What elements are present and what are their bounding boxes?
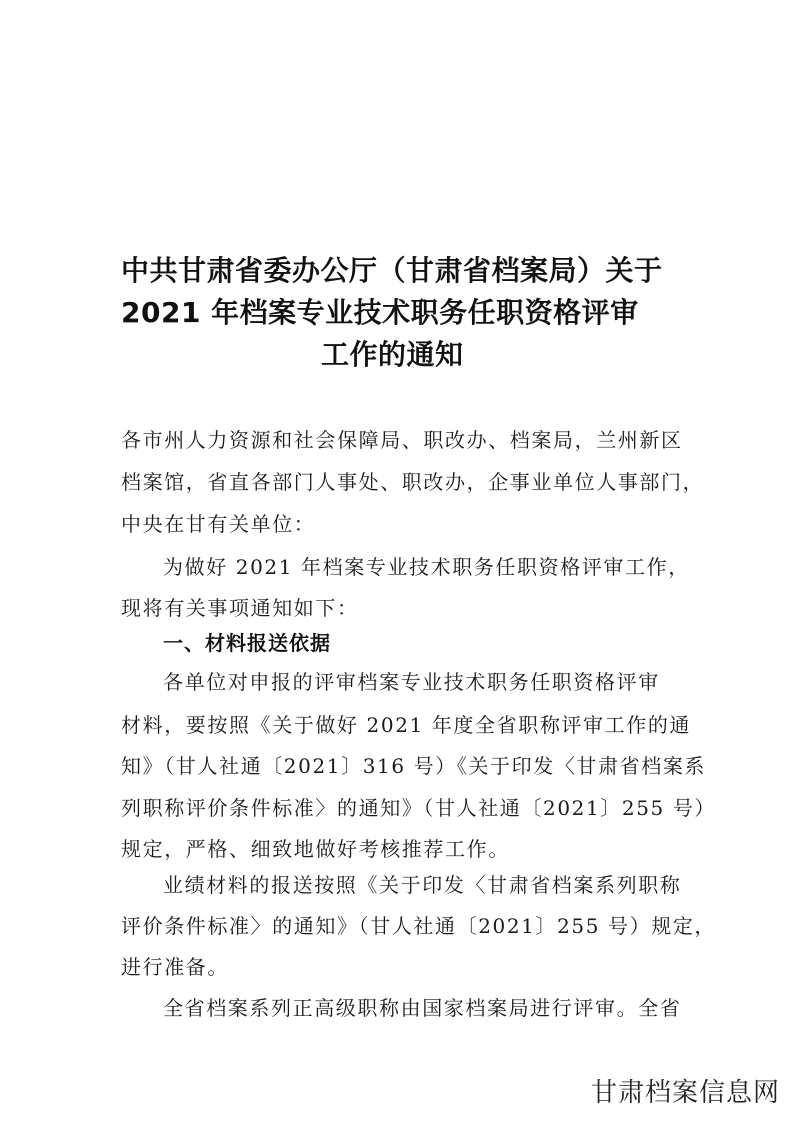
title-line-1: 中共甘肃省委办公厅（甘肃省档案局）关于 <box>121 254 663 287</box>
para1-line-1: 各单位对申报的评审档案专业技术职务任职资格评审 <box>163 670 660 694</box>
para1-line-2: 材料，要按照《关于做好 2021 年度全省职称评审工作的通 <box>121 713 692 737</box>
salutation-line-1: 各市州人力资源和社会保障局、职改办、档案局，兰州新区 <box>121 428 683 452</box>
title-line-3: 工作的通知 <box>321 338 464 371</box>
para2-line-3: 进行准备。 <box>121 955 229 979</box>
title-line-2: 2021 年档案专业技术职务任职资格评审 <box>121 296 639 329</box>
para3-line-1: 全省档案系列正高级职称由国家档案局进行评审。全省 <box>163 996 682 1020</box>
para1-line-4: 列职称评价条件标准〉的通知》（甘人社通〔2021〕255 号） <box>121 796 717 820</box>
para2-line-1: 业绩材料的报送按照《关于印发〈甘肃省档案系列职称 <box>163 873 682 897</box>
para1-line-3: 知》（甘人社通〔2021〕316 号）《关于印发〈甘肃省档案系 <box>121 754 707 778</box>
para2-line-2: 评价条件标准〉的通知》（甘人社通〔2021〕255 号）规定， <box>121 914 717 938</box>
salutation-line-2: 档案馆，省直各部门人事处、职改办，企事业单位人事部门， <box>121 470 705 494</box>
section-heading-1: 一、材料报送依据 <box>163 631 331 655</box>
salutation-line-3: 中央在甘有关单位： <box>121 512 316 536</box>
para1-line-5: 规定，严格、细致地做好考核推荐工作。 <box>121 837 510 861</box>
intro-line-1: 为做好 2021 年档案专业技术职务任职资格评审工作， <box>163 555 690 579</box>
intro-line-2: 现将有关事项通知如下： <box>121 596 359 620</box>
site-watermark: 甘肃档案信息网 <box>590 1078 780 1108</box>
